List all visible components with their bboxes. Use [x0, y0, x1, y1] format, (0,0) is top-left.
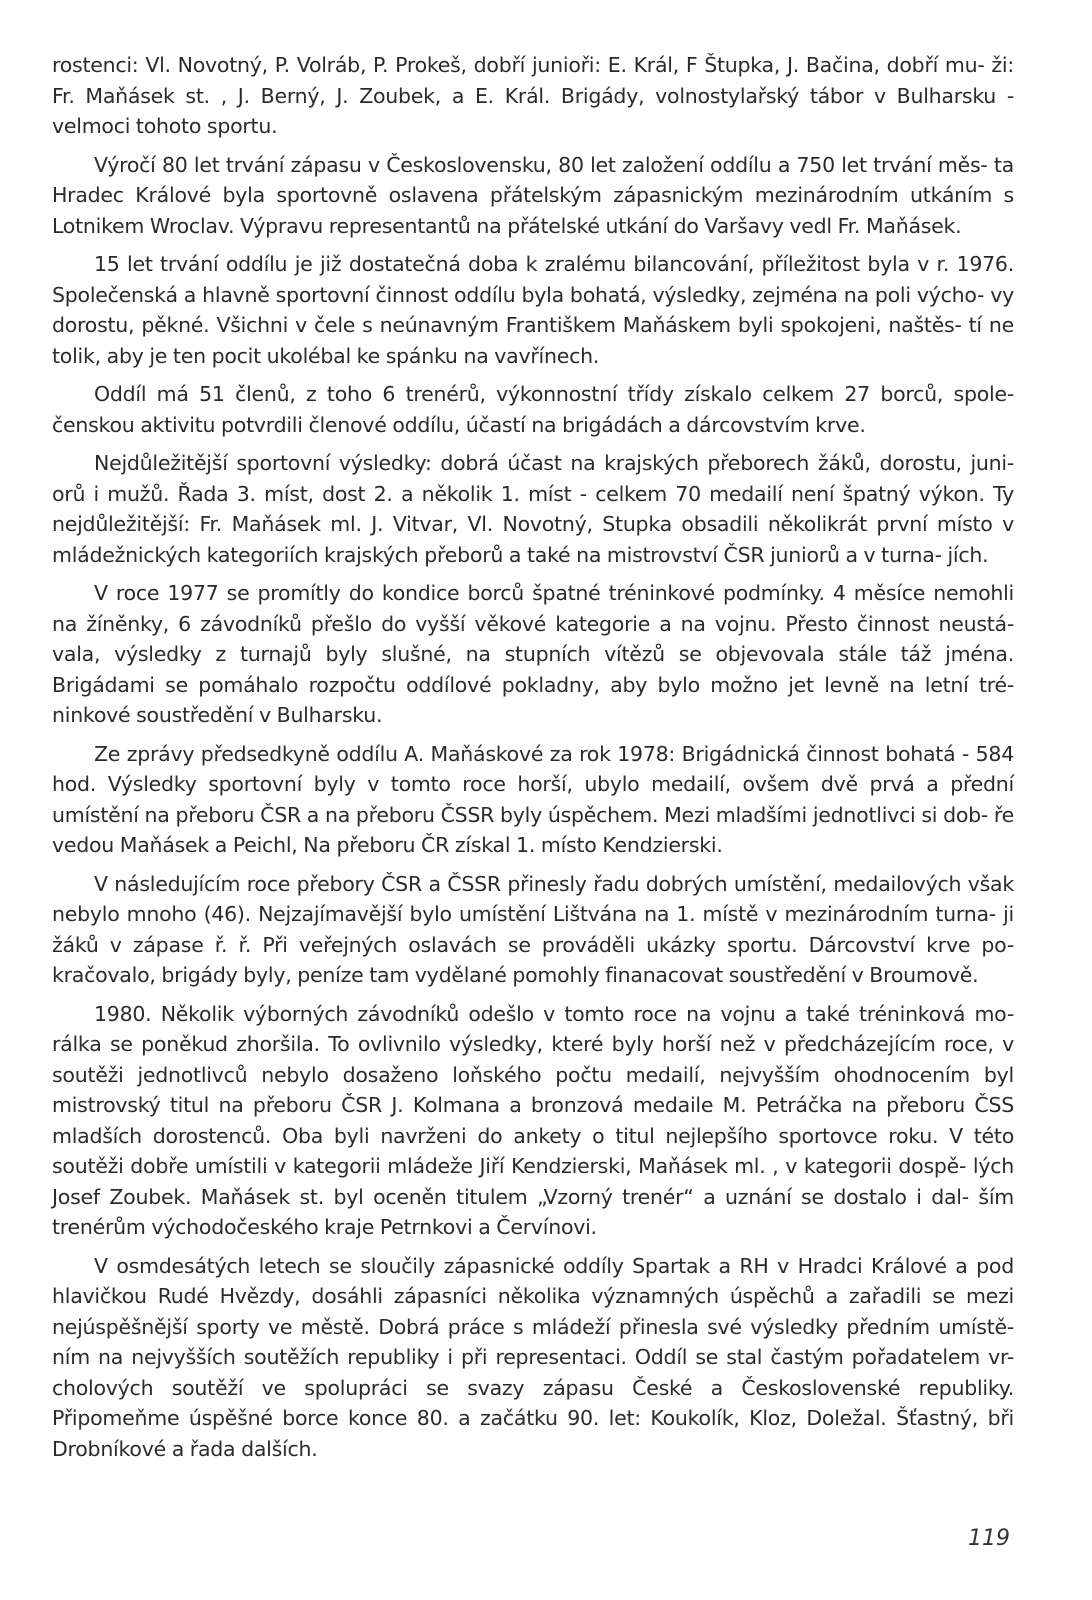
page-body	[52, 50, 1014, 1472]
paragraph-4: Oddíl má 51 členů, z toho 6 trenérů, výkonnostní třídy získalo celkem 27 borců, spole- čenskou aktivitu potvrdili členové oddílu, účastí na brigádách a dárcovstvím krve.	[52, 382, 1014, 437]
paragraph-9: 1980. Několik výborných závodníků odešlo v tomto roce na vojnu a také tréninková mo- rálka se poněkud zhoršila. To ovlivnilo výsledky, které byly horší než v předcházejícím roce, v soutěži jednotlivců nebylo dosaženo loňského počtu medailí, nejvyšším ohodnocením byl mistrovský titul na přeboru ČSR J. Kolmana a bronzová medaile M. Petráčka na přeboru ČSS mladších dorostenců. Oba byli navrženi do ankety o titul nejlepšího sportovce roku. V této soutěži dobře umístili v kategorii mládeže Jiří Kendzierski, Maňásek ml. , v kategorii dospě- lých Josef Zoubek. Maňásek st. byl oceněn titulem „Vzorný trenér“ a uznání se dostalo i dal- ším trenérům východočeského kraje Petrnkovi a Červínovi.	[52, 1001, 1014, 1239]
paragraph-3: 15 let trvání oddílu je již dostatečná doba k zralému bilancování, příležitost byla v r. 1976. Společenská a hlavně sportovní činnost oddílu byla bohatá, výsledky, zejména na poli výcho- vy dorostu, pěkné. Všichni v čele s neúnavným Františkem Maňáskem byli spokojeni, naštěs- tí ne tolik, aby je ten pocit ukolébal ke spánku na vavřínech.	[52, 252, 1014, 368]
page-number: 119	[968, 1526, 1010, 1551]
paragraph-7: Ze zprávy předsedkyně oddílu A. Maňáskové za rok 1978: Brigádnická činnost bohatá - 584 hod. Výsledky sportovní byly v tomto roce horší, ubylo medailí, ovšem dvě prvá a přední umístění na přeboru ČSR a na přeboru ČSSR byly úspěchem. Mezi mladšími jednotlivci si dob- ře vedou Maňásek a Peichl, Na přeboru ČR získal 1. místo Kendzierski.	[52, 741, 1014, 857]
paragraph-6: V roce 1977 se promítly do kondice borců špatné tréninkové podmínky. 4 měsíce nemohli na žíněnky, 6 závodníků přešlo do vyšší věkové kategorie a na vojnu. Přesto činnost neustá- vala, výsledky z turnajů byly slušné, na stupních vítězů se objevovala stále táž jména. Brigádami se pomáhalo rozpočtu oddílové pokladny, aby bylo možno jet levně na letní tré- ninkové soustředění v Bulharsku.	[52, 581, 1014, 727]
paragraph-10: V osmdesátých letech se sloučily zápasnické oddíly Spartak a RH v Hradci Králové a pod hlavičkou Rudé Hvězdy, dosáhli zápasníci několika významných úspěchů a zařadili se mezi nejúspěšnější sporty ve městě. Dobrá práce s mládeží přinesla své výsledky předním umístě- ním na nejvyšších soutěžích republiky i při representaci. Oddíl se stal častým pořadatelem vr- cholových soutěží ve spolupráci se svazy zápasu České a Československé republiky. Připomeňme úspěšné borce konce 80. a začátku 90. let: Koukolík, Kloz, Doležal. Šťastný, bři Drobníkové a řada dalších.	[52, 1253, 1014, 1461]
paragraph-1: rostenci: Vl. Novotný, P. Volráb, P. Prokeš, dobří junioři: E. Král, F Štupka, J. Bačina, dobří mu- ži: Fr. Maňásek st. , J. Berný, J. Zoubek, a E. Král. Brigády, volnostylařský tábor v Bulharsku - velmoci tohoto sportu.	[52, 53, 1014, 138]
paragraph-2: Výročí 80 let trvání zápasu v Československu, 80 let založení oddílu a 750 let trvání měs- ta Hradec Králové byla sportovně oslavena přátelským zápasnickým mezinárodním utkáním s Lotnikem Wroclav. Výpravu representantů na přátelské utkání do Varšavy vedl Fr. Maňásek.	[52, 152, 1014, 238]
paragraph-5: Nejdůležitější sportovní výsledky: dobrá účast na krajských přeborech žáků, dorostu, juni- orů i mužů. Řada 3. míst, dost 2. a několik 1. míst - celkem 70 medailí není špatný výkon. Ty nejdůležitější: Fr. Maňásek ml. J. Vitvar, Vl. Novotný, Stupka obsadili několikrát první místo v mládežnických kategoriích krajských přeborů a také na mistrovství ČSR juniorů a v turna- jích.	[52, 451, 1014, 567]
paragraph-8: V následujícím roce přebory ČSR a ČSSR přinesly řadu dobrých umístění, medailových však nebylo mnoho (46). Nejzajímavější bylo umístění Lištvána na 1. místě v mezinárodním turna- ji žáků v zápase ř. ř. Při veřejných oslavách se prováděli ukázky sportu. Dárcovství krve po- kračovalo, brigády byly, peníze tam vydělané pomohly finanacovat soustředění v Broumově.	[52, 871, 1014, 987]
